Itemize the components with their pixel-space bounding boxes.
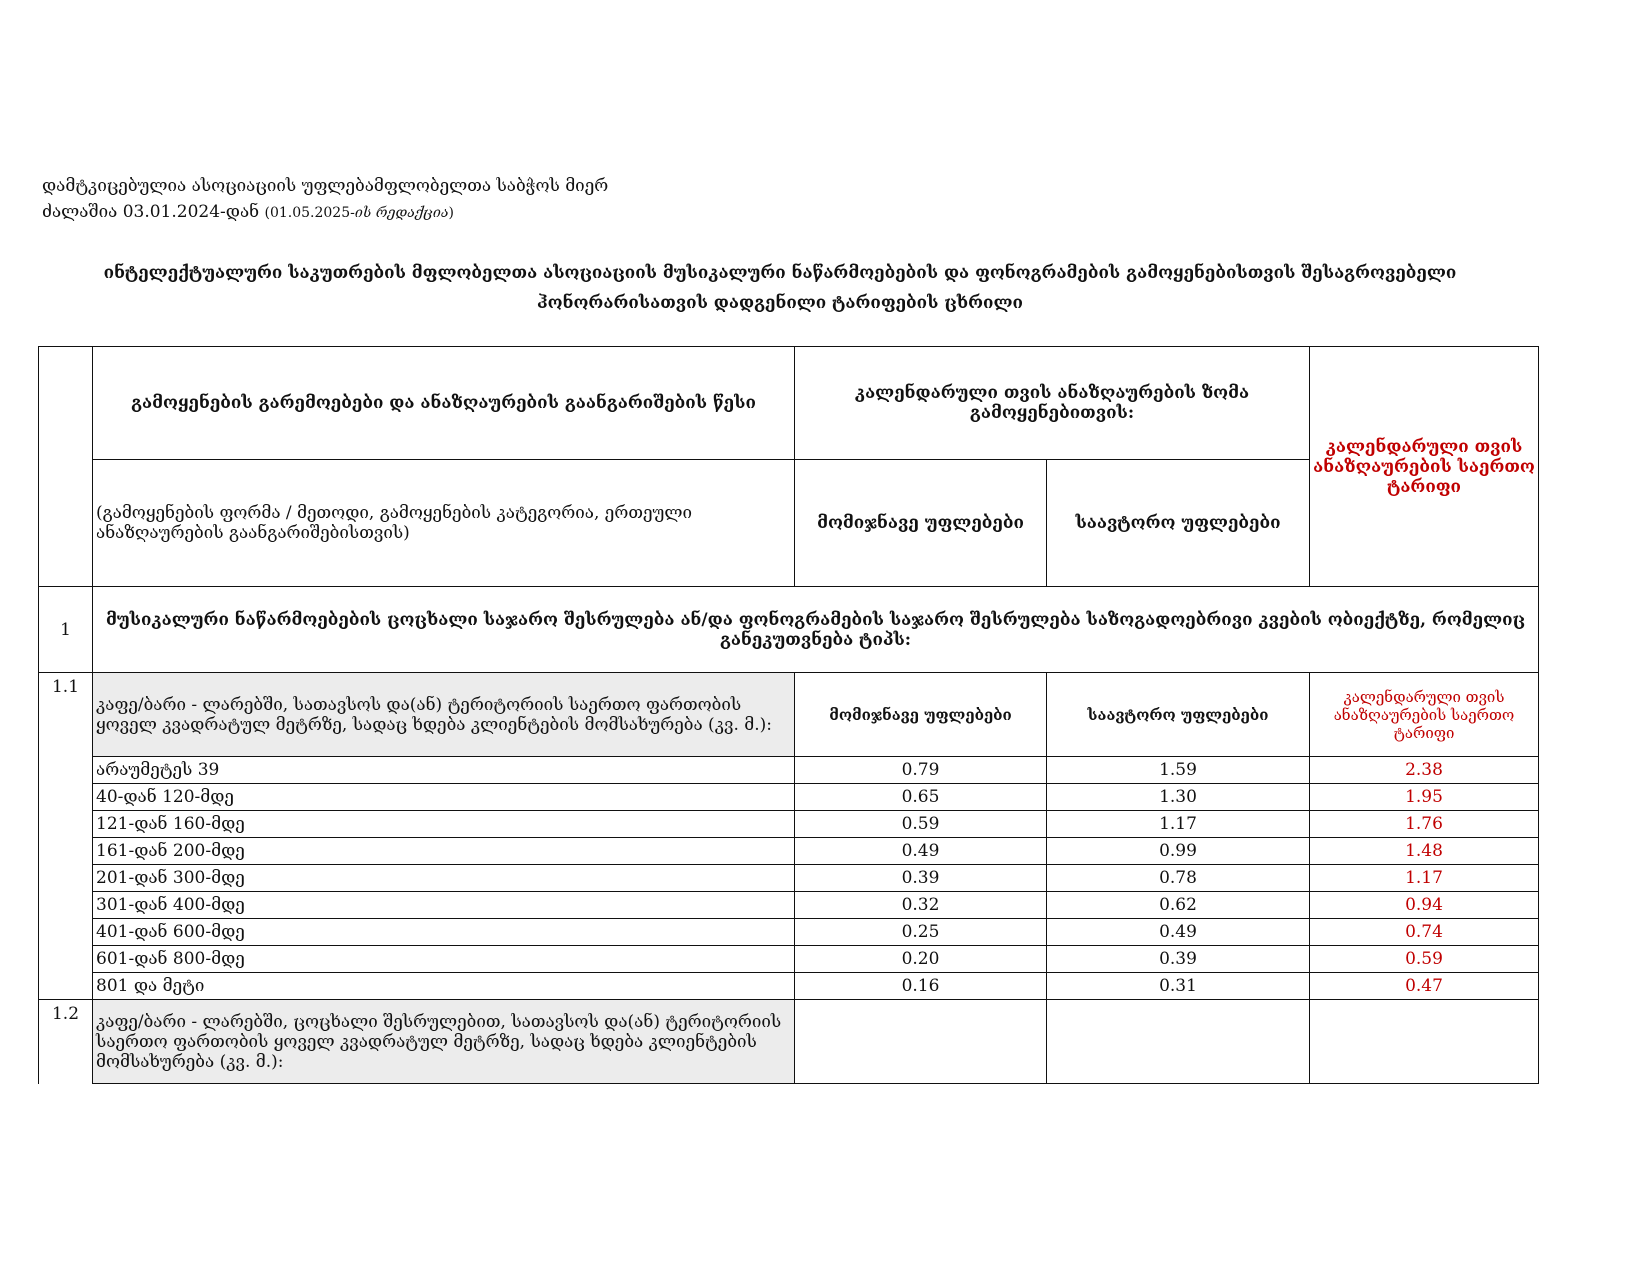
- total-tariff-header: კალენდარული თვის ანაზღაურების საერთო ტარიფი: [1310, 347, 1539, 587]
- related-value: 0.79: [795, 757, 1047, 784]
- author-value: 0.39: [1047, 946, 1310, 973]
- table-row: [39, 973, 1539, 1000]
- author-rights-header: საავტორო უფლებები: [1047, 460, 1310, 587]
- range-cell: 301-დან 400-მდე: [93, 892, 795, 919]
- author-value: 0.99: [1047, 838, 1310, 865]
- table-row: [39, 919, 1539, 946]
- title-line-2: ჰონორარისათვის დადგენილი ტარიფების ცხრილი: [537, 293, 1023, 313]
- range-cell: 401-დან 600-მდე: [93, 919, 795, 946]
- related-value: 0.59: [795, 811, 1047, 838]
- total-value: 1.17: [1310, 865, 1539, 892]
- related-value: 0.16: [795, 973, 1047, 1000]
- total-value: 0.74: [1310, 919, 1539, 946]
- monthly-size-header: კალენდარული თვის ანაზღაურების ზომა გამოყენებითვის:: [795, 347, 1310, 460]
- total-value: 1.95: [1310, 784, 1539, 811]
- table-row: [39, 784, 1539, 811]
- header-row-1: [39, 347, 1539, 460]
- range-cell: 121-დან 160-მდე: [93, 811, 795, 838]
- table-row: [39, 865, 1539, 892]
- author-value: 1.30: [1047, 784, 1310, 811]
- section-1-text: მუსიკალური ნაწარმოებების ცოცხალი საჯარო შესრულება ან/და ფონოგრამების საჯარო შესრულება საზოგადოებრივი კვების ობიექტზე, რომელიც განეკუთვნება ტიპს:: [93, 587, 1539, 673]
- item-1-2-number: 1.2: [39, 1000, 93, 1084]
- item-1-1-number: 1.1: [39, 673, 93, 1000]
- related-value: 0.25: [795, 919, 1047, 946]
- section-1-number: 1: [39, 587, 93, 673]
- document-title: [40, 258, 1520, 318]
- range-cell: 40-დან 120-მდე: [93, 784, 795, 811]
- related-value: 0.65: [795, 784, 1047, 811]
- title-line-1: ინტელექტუალური საკუთრების მფლობელთა ასოციაციის მუსიკალური ნაწარმოებების და ფონოგრამების გამოყენებისთვის შესაგროვებელი: [103, 263, 1457, 283]
- table-row: [39, 946, 1539, 973]
- table-row: [39, 838, 1539, 865]
- author-value: 0.49: [1047, 919, 1310, 946]
- total-value: 0.47: [1310, 973, 1539, 1000]
- author-value: 0.31: [1047, 973, 1310, 1000]
- range-cell: არაუმეტეს 39: [93, 757, 795, 784]
- approval-note: [42, 173, 608, 226]
- item-1-2-text: კაფე/ბარი - ლარებში, ცოცხალი შესრულებით, სათავსოს და(ან) ტერიტორიის საერთო ფართობის ყოველ კვადრატულ მეტრზე, სადაც ხდება კლიენტების მომსახურება (კვ. მ.):: [93, 1000, 795, 1084]
- range-cell: 801 და მეტი: [93, 973, 795, 1000]
- related-value: 0.32: [795, 892, 1047, 919]
- item-1-1-author-header: საავტორო უფლებები: [1047, 673, 1310, 757]
- related-rights-header: მომიჯნავე უფლებები: [795, 460, 1047, 587]
- index-header-cell: [39, 347, 93, 587]
- item-1-2-related-cell: [795, 1000, 1047, 1084]
- related-value: 0.49: [795, 838, 1047, 865]
- approval-line-2: [42, 199, 608, 226]
- usage-subheader: (გამოყენების ფორმა / მეთოდი, გამოყენების კატეგორია, ერთეული ანაზღაურების გაანგარიშებისთვის): [93, 460, 795, 587]
- total-value: 2.38: [1310, 757, 1539, 784]
- range-cell: 201-დან 300-მდე: [93, 865, 795, 892]
- effective-date: ძალაშია 03.01.2024-დან: [42, 202, 260, 222]
- section-1-row: [39, 587, 1539, 673]
- item-1-1-header-row: [39, 673, 1539, 757]
- item-1-2-author-cell: [1047, 1000, 1310, 1084]
- approval-line-1: დამტკიცებულია ასოციაციის უფლებამფლობელთა საბჭოს მიერ: [42, 176, 609, 196]
- item-1-1-total-header: კალენდარული თვის ანაზღაურების საერთო ტარიფი: [1310, 673, 1539, 757]
- item-1-1-related-header: მომიჯნავე უფლებები: [795, 673, 1047, 757]
- item-1-2-row: [39, 1000, 1539, 1084]
- table-row: [39, 757, 1539, 784]
- edition-note: (01.05.2025-ის რედაქცია): [264, 205, 455, 221]
- usage-header: გამოყენების გარემოებები და ანაზღაურების გაანგარიშების წესი: [93, 347, 795, 460]
- item-1-1-text: კაფე/ბარი - ლარებში, სათავსოს და(ან) ტერიტორიის საერთო ფართობის ყოველ კვადრატულ მეტრზე, სადაც ხდება კლიენტების მომსახურება (კვ. მ.):: [93, 673, 795, 757]
- related-value: 0.39: [795, 865, 1047, 892]
- related-value: 0.20: [795, 946, 1047, 973]
- total-value: 1.76: [1310, 811, 1539, 838]
- table-row: [39, 811, 1539, 838]
- tariff-table: [38, 346, 1539, 1084]
- total-value: 0.59: [1310, 946, 1539, 973]
- author-value: 1.17: [1047, 811, 1310, 838]
- author-value: 0.78: [1047, 865, 1310, 892]
- range-cell: 161-დან 200-მდე: [93, 838, 795, 865]
- author-value: 0.62: [1047, 892, 1310, 919]
- item-1-2-total-cell: [1310, 1000, 1539, 1084]
- author-value: 1.59: [1047, 757, 1310, 784]
- total-value: 0.94: [1310, 892, 1539, 919]
- range-cell: 601-დან 800-მდე: [93, 946, 795, 973]
- total-value: 1.48: [1310, 838, 1539, 865]
- table-row: [39, 892, 1539, 919]
